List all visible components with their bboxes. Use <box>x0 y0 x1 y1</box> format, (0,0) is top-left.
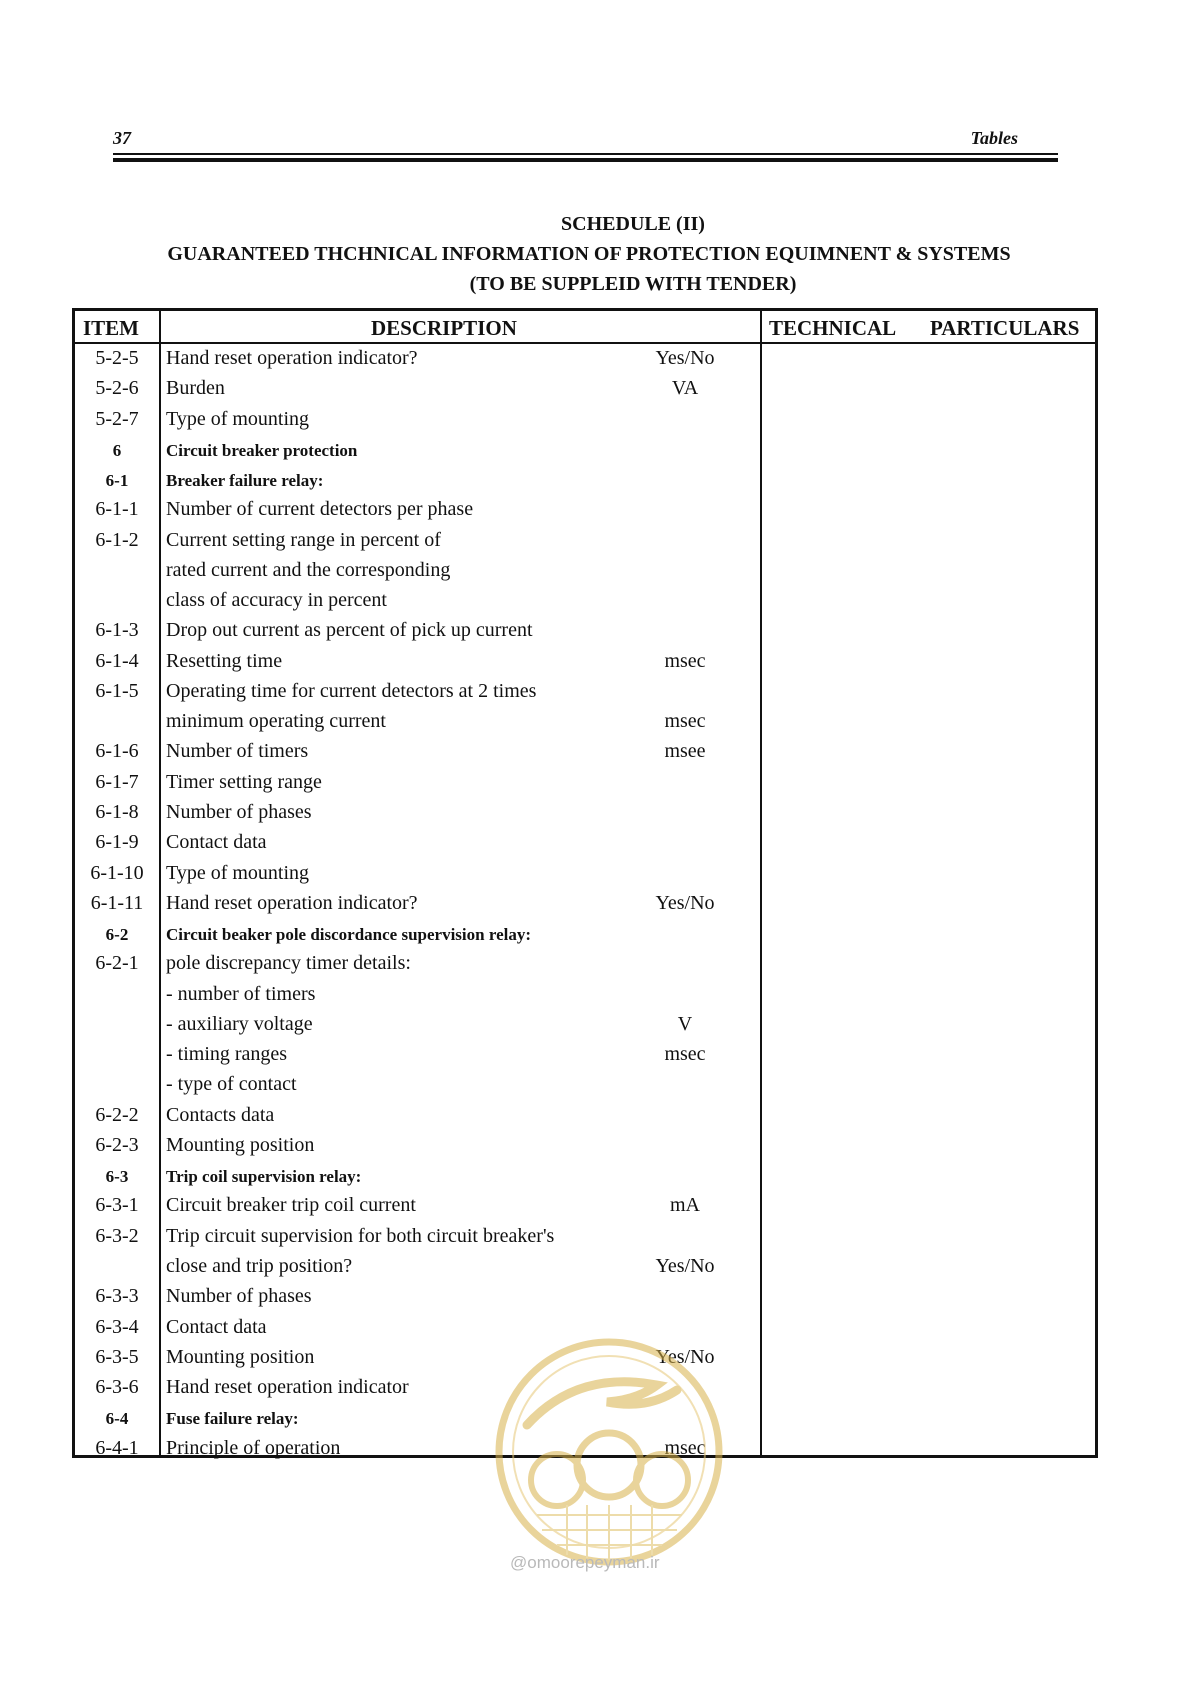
item-cell: 6-3-2 <box>95 1224 139 1247</box>
item-cell: 6-2 <box>105 925 129 945</box>
description-cell: Contacts data <box>166 1103 275 1126</box>
item-cell: 6-3-3 <box>95 1285 139 1308</box>
table-row <box>75 647 760 677</box>
page-number: 37 <box>113 128 131 148</box>
item-cell: 6-3 <box>105 1167 129 1187</box>
unit-cell: msec <box>664 710 706 733</box>
item-cell: 6 <box>112 440 122 460</box>
description-cell: Number of current detectors per phase <box>166 498 474 521</box>
table-row <box>75 919 760 949</box>
table-row <box>75 677 760 707</box>
table-row <box>75 828 760 858</box>
description-cell: Number of phases <box>166 800 312 823</box>
table-row <box>75 465 760 495</box>
table-row <box>75 949 760 979</box>
description-cell: Hand reset operation indicator? <box>166 347 418 369</box>
description-cell: Trip coil supervision relay: <box>166 1167 362 1187</box>
schedule-title: SCHEDULE (II) <box>561 213 705 235</box>
item-cell: 6-3-4 <box>95 1315 139 1338</box>
description-cell: Mounting position <box>166 1133 315 1156</box>
table-row <box>75 556 760 586</box>
item-cell: 5-2-6 <box>95 377 139 400</box>
unit-cell: Yes/No <box>655 1345 715 1368</box>
table-row <box>75 1191 760 1221</box>
table-row <box>75 344 760 374</box>
description-cell: Circuit breaker trip coil current <box>166 1194 416 1217</box>
description-cell: Trip circuit supervision for both circuit breaker's <box>166 1224 555 1247</box>
description-cell: Contact data <box>166 1315 267 1338</box>
item-cell: 6-2-3 <box>95 1133 139 1156</box>
description-cell: Principle of operation <box>166 1436 341 1459</box>
item-cell: 6-4-1 <box>95 1436 139 1459</box>
watermark-seal-icon <box>487 1330 732 1575</box>
table-row <box>75 768 760 798</box>
header-particulars: PARTICULARS <box>930 316 1080 340</box>
description-cell: Hand reset operation indicator? <box>166 891 418 914</box>
item-cell: 6-2-1 <box>95 952 139 975</box>
table-row <box>75 495 760 525</box>
item-cell: 6-1-3 <box>95 619 139 642</box>
description-cell: Drop out current as percent of pick up current <box>166 619 533 642</box>
table-row <box>75 1040 760 1070</box>
table-row <box>75 1161 760 1191</box>
header-description: DESCRIPTION <box>371 316 517 340</box>
description-cell: rated current and the corresponding <box>166 558 451 581</box>
table-row <box>75 435 760 465</box>
table-row <box>75 737 760 767</box>
table-row <box>75 526 760 556</box>
unit-cell: Yes/No <box>655 891 715 914</box>
item-cell: 6-1-7 <box>95 770 139 793</box>
item-cell: 6-1-4 <box>95 649 139 672</box>
description-cell: Burden <box>166 377 225 400</box>
description-cell: Mounting position <box>166 1345 315 1368</box>
description-cell: Hand reset operation indicator <box>166 1376 409 1399</box>
table-row <box>75 1282 760 1312</box>
description-cell: Breaker failure relay: <box>166 471 324 491</box>
section-title: Tables <box>970 128 1018 148</box>
item-cell: 5-2-5 <box>95 347 139 369</box>
description-cell: Circuit breaker protection <box>166 440 358 460</box>
description-cell: Circuit beaker pole discordance supervision relay: <box>166 925 532 945</box>
item-cell: 6-1-9 <box>95 831 139 854</box>
description-cell: close and trip position? <box>166 1254 353 1277</box>
item-cell: 6-1-10 <box>90 861 144 884</box>
item-cell: 6-1-8 <box>95 800 139 823</box>
description-cell: minimum operating current <box>166 710 386 733</box>
table-row <box>75 1010 760 1040</box>
table-row <box>75 1101 760 1131</box>
unit-cell: V <box>677 1012 693 1035</box>
schedule-note: (TO BE SUPPLEID WITH TENDER) <box>469 273 797 295</box>
table-row <box>75 1222 760 1252</box>
unit-cell: mA <box>670 1194 700 1217</box>
header-technical: TECHNICAL <box>769 316 897 340</box>
description-cell: - number of timers <box>166 982 316 1005</box>
item-cell: 6-4 <box>105 1409 129 1429</box>
table-row <box>75 1070 760 1100</box>
table-body <box>75 344 760 1464</box>
item-cell: 6-1 <box>105 471 129 491</box>
column-divider <box>760 311 762 1455</box>
item-cell: 6-3-6 <box>95 1376 139 1399</box>
item-cell: 6-1-1 <box>95 498 139 521</box>
table-row <box>75 707 760 737</box>
description-cell: - timing ranges <box>166 1043 288 1066</box>
table-row <box>75 405 760 435</box>
description-cell: Resetting time <box>166 649 283 672</box>
description-cell: - auxiliary voltage <box>166 1012 313 1035</box>
unit-cell: msec <box>664 1436 706 1459</box>
schedule-table <box>72 308 1098 1458</box>
header-rule-thin <box>113 153 1058 155</box>
table-row <box>75 980 760 1010</box>
item-cell: 5-2-7 <box>95 407 139 430</box>
description-cell: class of accuracy in percent <box>166 589 387 612</box>
description-cell: Timer setting range <box>166 770 322 793</box>
description-cell: Number of phases <box>166 1285 312 1308</box>
unit-cell: Yes/No <box>655 1254 715 1277</box>
watermark-text: @omoorepeyman.ir <box>510 1553 660 1572</box>
description-cell: Operating time for current detectors at 2 times <box>166 679 537 702</box>
running-head <box>113 128 1058 150</box>
item-cell: 6-3-1 <box>95 1194 139 1217</box>
item-cell: 6-1-11 <box>90 891 144 914</box>
table-row <box>75 374 760 404</box>
description-cell: Type of mounting <box>166 861 310 884</box>
unit-cell: VA <box>671 377 699 400</box>
item-cell: 6-1-6 <box>95 740 139 763</box>
table-row <box>75 1252 760 1282</box>
unit-cell: msec <box>664 649 706 672</box>
item-cell: 6-1-2 <box>95 528 139 551</box>
description-cell: - type of contact <box>166 1073 297 1096</box>
table-row <box>75 1131 760 1161</box>
table-row <box>75 889 760 919</box>
unit-cell: msec <box>664 1043 706 1066</box>
unit-cell: Yes/No <box>655 347 715 369</box>
header-rule-thick <box>113 158 1058 162</box>
unit-cell: msee <box>664 740 706 763</box>
table-row <box>75 859 760 889</box>
table-row <box>75 798 760 828</box>
description-cell: Type of mounting <box>166 407 310 430</box>
description-cell: pole discrepancy timer details: <box>166 952 411 975</box>
description-cell: Fuse failure relay: <box>166 1409 299 1429</box>
item-cell: 6-3-5 <box>95 1345 139 1368</box>
description-cell: Current setting range in percent of <box>166 528 441 551</box>
header-item: ITEM <box>83 316 140 340</box>
table-row <box>75 616 760 646</box>
item-cell: 6-2-2 <box>95 1103 139 1126</box>
table-row <box>75 586 760 616</box>
item-cell: 6-1-5 <box>95 679 139 702</box>
description-cell: Number of timers <box>166 740 309 763</box>
schedule-subtitle: GUARANTEED THCHNICAL INFORMATION OF PROTECTION EQUIMNENT & SYSTEMS <box>167 243 1011 265</box>
description-cell: Contact data <box>166 831 267 854</box>
